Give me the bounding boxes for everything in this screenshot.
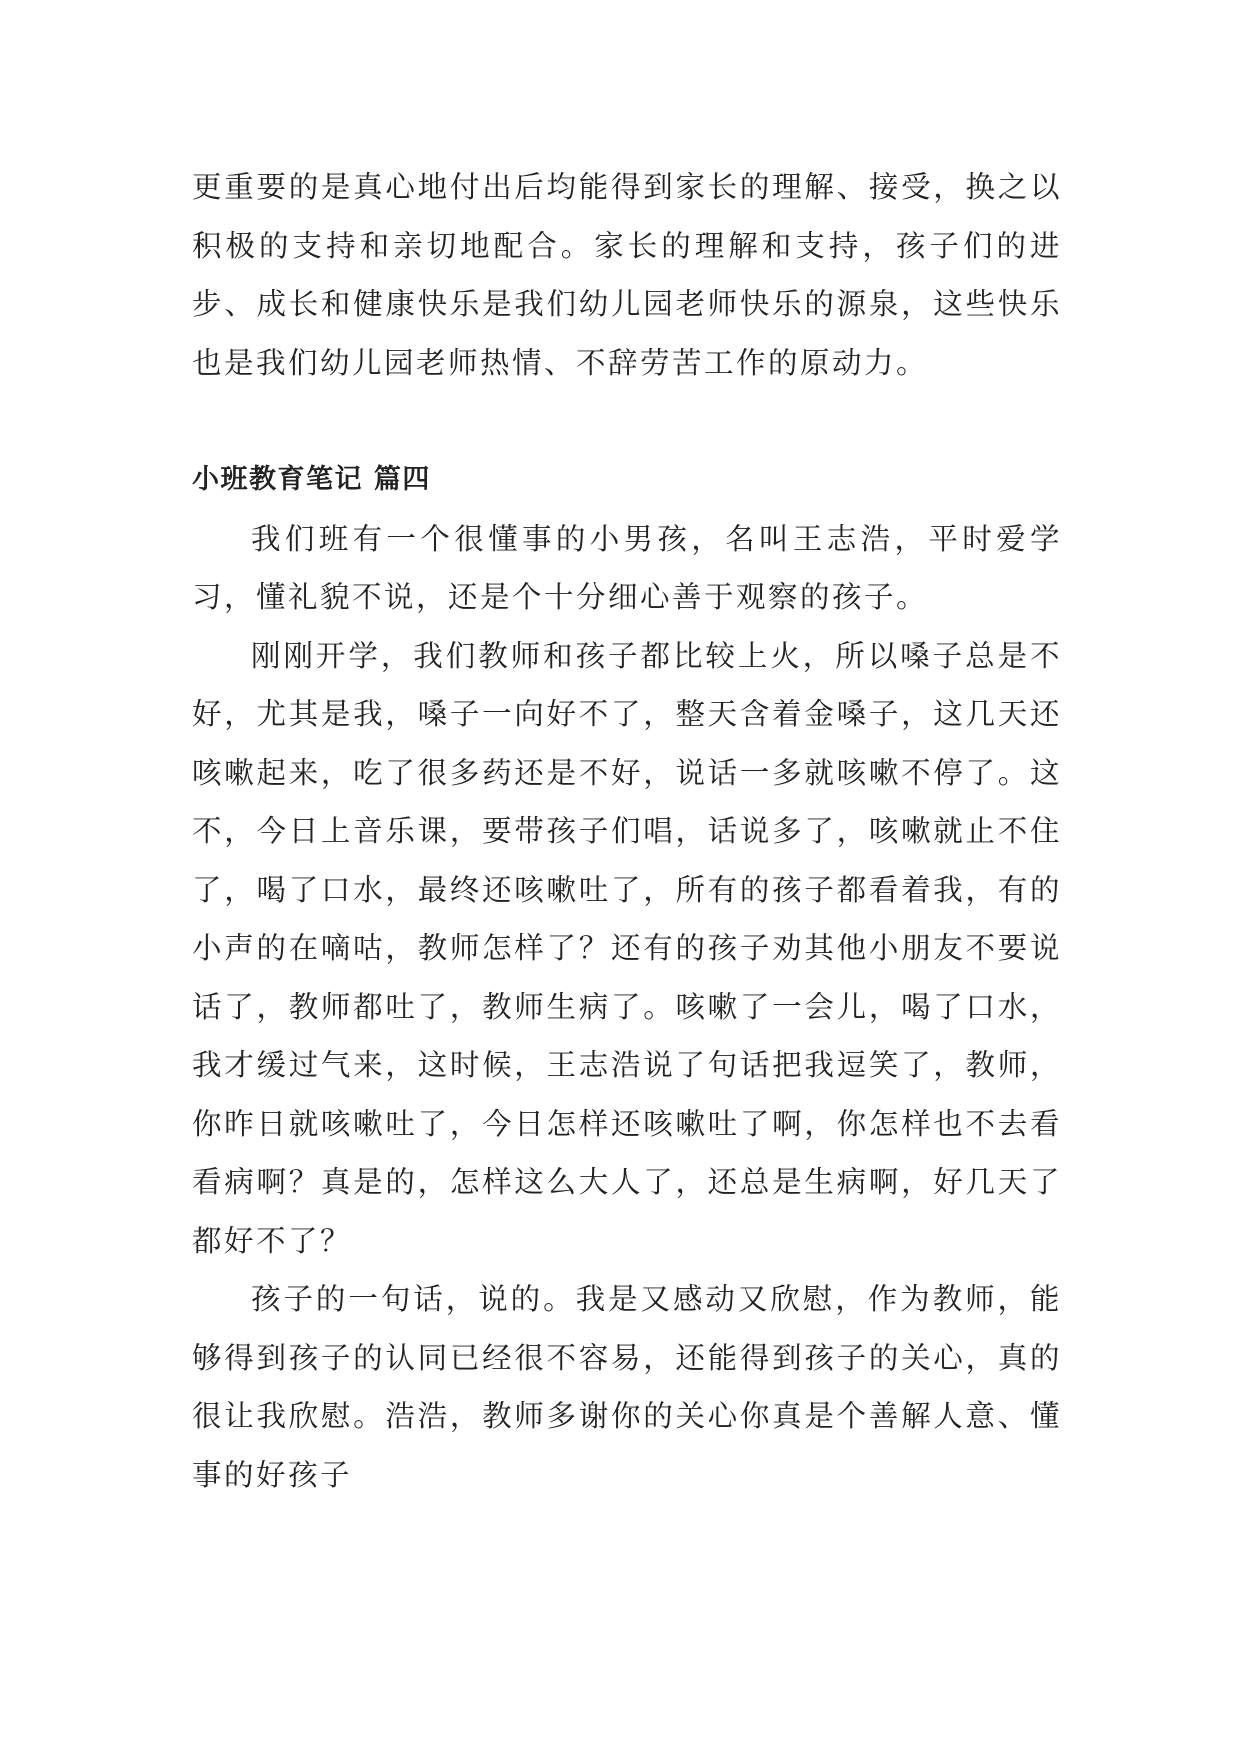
paragraph-1: 我们班有一个很懂事的小男孩，名叫王志浩，平时爱学习，懂礼貌不说，还是个十分细心善于观察的孩子。 xyxy=(192,521,1062,614)
paragraph-continued: 更重要的是真心地付出后均能得到家长的理解、接受，换之以积极的支持和亲切地配合。家长的理解和支持，孩子们的进步、成长和健康快乐是我们幼儿园老师快乐的源泉，这些快乐也是我们幼儿园老师热情、不辞劳苦工作的原动力。 xyxy=(192,170,1062,380)
paragraph-2: 刚刚开学，我们教师和孩子都比较上火，所以嗓子总是不好，尤其是我，嗓子一向好不了，整天含着金嗓子，这几天还咳嗽起来，吃了很多药还是不好，说话一多就咳嗽不停了。这不，今日上音乐课，要带孩子们唱，话说多了，咳嗽就止不住了，喝了口水，最终还咳嗽吐了，所有的孩子都看着我，有的小声的在嘀咕，教师怎样了？还有的孩子劝其他小朋友不要说话了，教师都吐了，教师生病了。咳嗽了一会儿，喝了口水，我才缓过气来，这时候，王志浩说了句话把我逗笑了，教师，你昨日就咳嗽吐了，今日怎样还咳嗽吐了啊，你怎样也不去看看病啊？真是的，怎样这么大人了，还总是生病啊，好几天了都好不了？ xyxy=(192,638,1062,1258)
section-title: 小班教育笔记 篇四 xyxy=(192,464,431,495)
document-body xyxy=(192,158,1062,1504)
paragraph-3: 孩子的一句话，说的。我是又感动又欣慰，作为教师，能够得到孩子的认同已经很不容易，还能得到孩子的关心，真的很让我欣慰。浩浩，教师多谢你的关心你真是个善解人意、懂事的好孩子 xyxy=(192,1282,1062,1492)
